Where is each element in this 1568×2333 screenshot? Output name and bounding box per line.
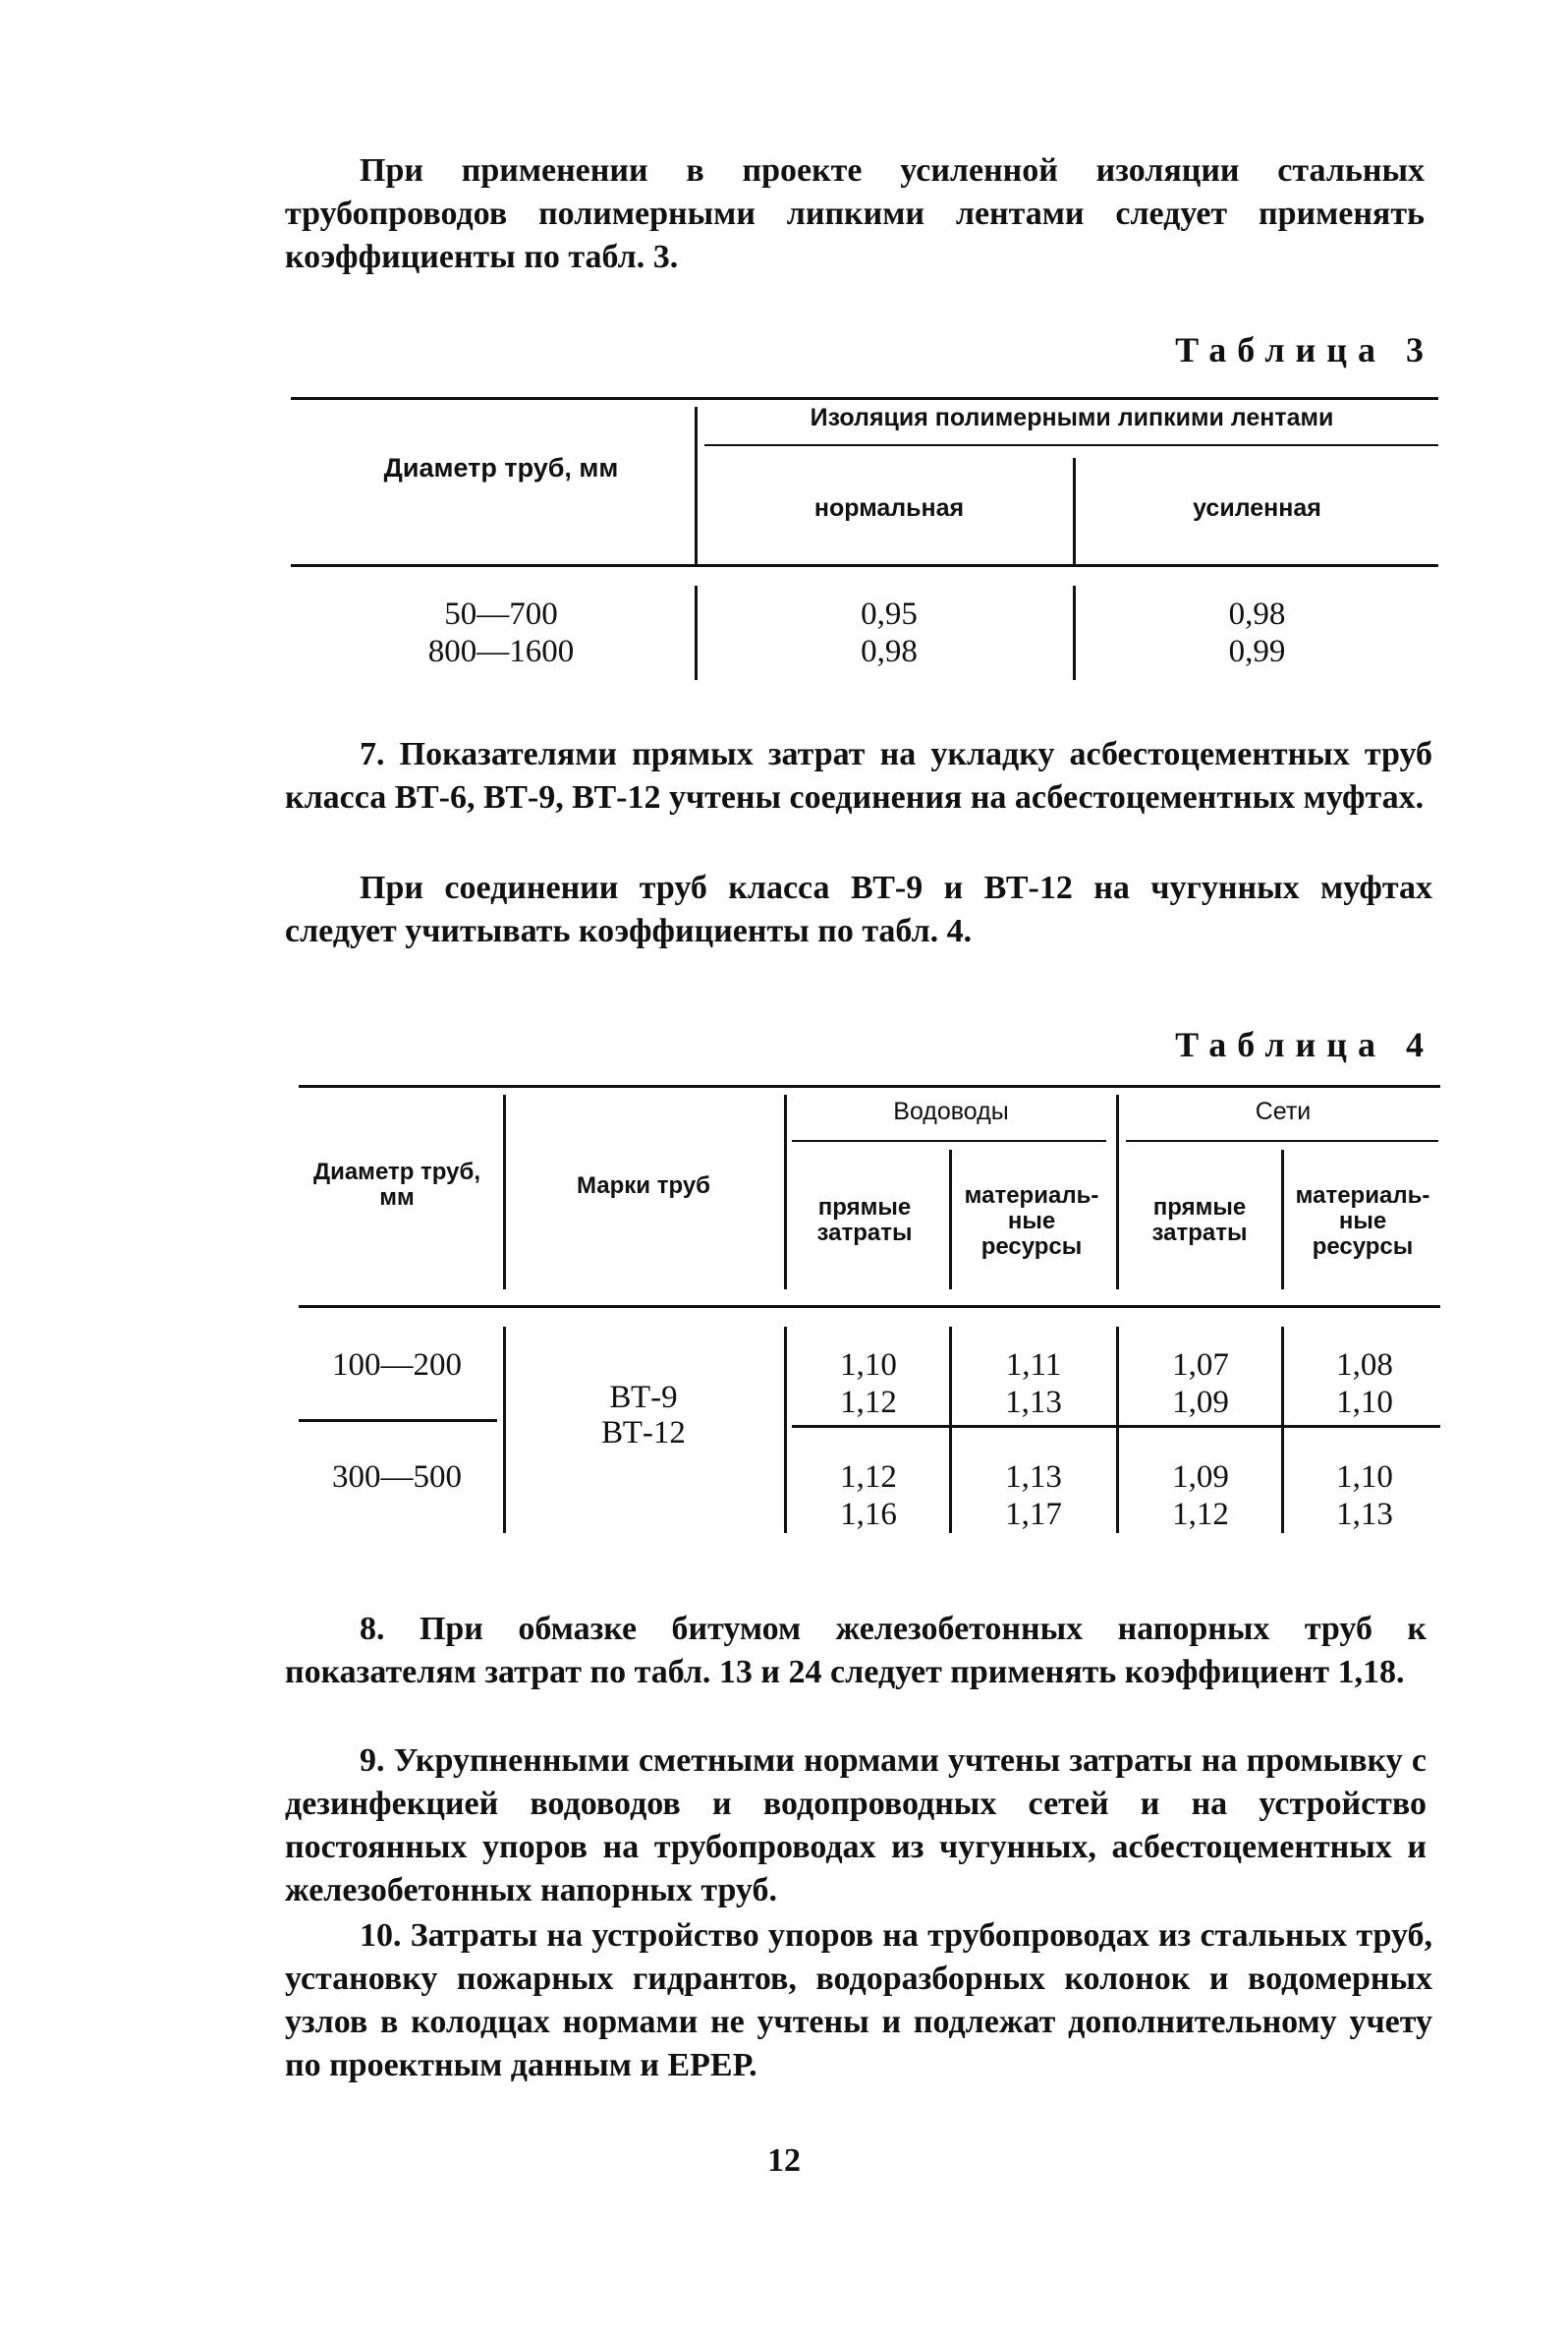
table4-brands: ВТ-9 ВТ-12 [601,1380,686,1451]
table4-row2-water-direct: 1,12 1,16 [840,1459,897,1532]
table4-row1-diameter: 100—200 [332,1347,462,1383]
paragraph-7: 7. Показателями прямых затрат на укладку асбестоцементных труб класса ВТ-6, ВТ-9, ВТ-12 учтены соединения на асбестоцементных муфтах. [285,736,1432,816]
table4-networks-rule [1126,1140,1438,1142]
table4-header-diameter: Диаметр труб, мм [312,1159,480,1211]
table3-divider [695,407,698,566]
table3-header-group: Изоляция полимерными липкими лентами [810,404,1334,431]
paragraph-7b: При соединении труб класса ВТ-9 и ВТ-12 на чугунных муфтах следует учитывать коэффициенты по табл. 4. [285,870,1432,949]
table4-divider [503,1095,506,1289]
table3-header-rule [291,564,1438,567]
table4-row1-net-material: 1,08 1,10 [1336,1347,1393,1420]
table3-header-normal: нормальная [813,494,965,522]
table4-header-water-material: материаль-ные ресурсы [964,1182,1099,1260]
table3-divider [695,586,698,680]
table4-row2-net-material: 1,10 1,13 [1336,1459,1393,1532]
table4-divider [949,1327,952,1533]
table3-reinforced-values: 0,98 0,99 [1228,597,1286,669]
table4-divider [949,1150,952,1289]
table4-row1-water-direct: 1,10 1,12 [840,1347,897,1420]
table3-caption: Таблица 3 [1175,330,1434,370]
table4-header-networks: Сети [1255,1098,1312,1125]
table4-divider [503,1327,506,1533]
table4-header-brand: Марки труб [577,1172,710,1199]
table3-group-rule [704,444,1438,446]
table4-header-water-direct: прямые затраты [816,1194,913,1246]
intro-paragraph: При применении в проекте усиленной изоляции стальных трубопроводов полимерными липкими лентами следует применять коэффициенты по табл. 3. [285,152,1425,275]
table4-row2-diameter: 300—500 [332,1459,462,1495]
table4-header-net-material: материаль-ные ресурсы [1295,1182,1430,1260]
paragraph-9: 9. Укрупненными сметными нормами учтены затраты на промывку с дезинфекцией водоводов и водопроводных сетей и на устройство постоянных упоров на трубопроводах из чугунных, асбестоцементных и железобетонных напорных труб. [285,1742,1427,1908]
paragraph-8: 8. При обмазке битумом железобетонных напорных труб к показателям затрат по табл. 13 и 24 следует применять коэффициент 1,18. [285,1611,1427,1690]
table3-header-reinforced: усиленная [1193,494,1321,522]
table4-header-net-direct: прямые затраты [1151,1194,1248,1246]
page-number: 12 [767,2142,801,2179]
table4-divider [784,1095,787,1289]
table4-row-rule [299,1419,497,1422]
table4-row1-net-direct: 1,07 1,09 [1172,1347,1229,1420]
table4-row2-net-direct: 1,09 1,12 [1172,1459,1229,1532]
table4-top-rule [299,1085,1440,1088]
table4-water-rule [792,1140,1106,1142]
table4-header-rule [299,1305,1440,1308]
table4-caption: Таблица 4 [1175,1025,1434,1064]
table3-top-rule [291,397,1438,400]
table4-divider [1116,1327,1119,1533]
table4-divider [784,1327,787,1533]
paragraph-10: 10. Затраты на устройство упоров на трубопроводах из стальных труб, установку пожарных гидрантов, водоразборных колонок и водомерных узлов в колодцах нормами не учтены и подлежат дополнительному учету по проектным данным и ЕРЕР. [285,1917,1432,2083]
table4-row-rule [792,1425,1440,1428]
table4-row2-water-material: 1,13 1,17 [1005,1459,1062,1532]
table4-divider [1281,1150,1284,1289]
table4-divider [1281,1327,1284,1533]
table4-header-water: Водоводы [893,1098,1009,1125]
table3-header-diameter: Диаметр труб, мм [383,453,619,483]
table4-row1-water-material: 1,11 1,13 [1005,1347,1062,1420]
table3-normal-values: 0,95 0,98 [861,597,918,669]
table4-divider [1116,1095,1119,1289]
table3-diameters: 50—700 800—1600 [427,597,575,669]
